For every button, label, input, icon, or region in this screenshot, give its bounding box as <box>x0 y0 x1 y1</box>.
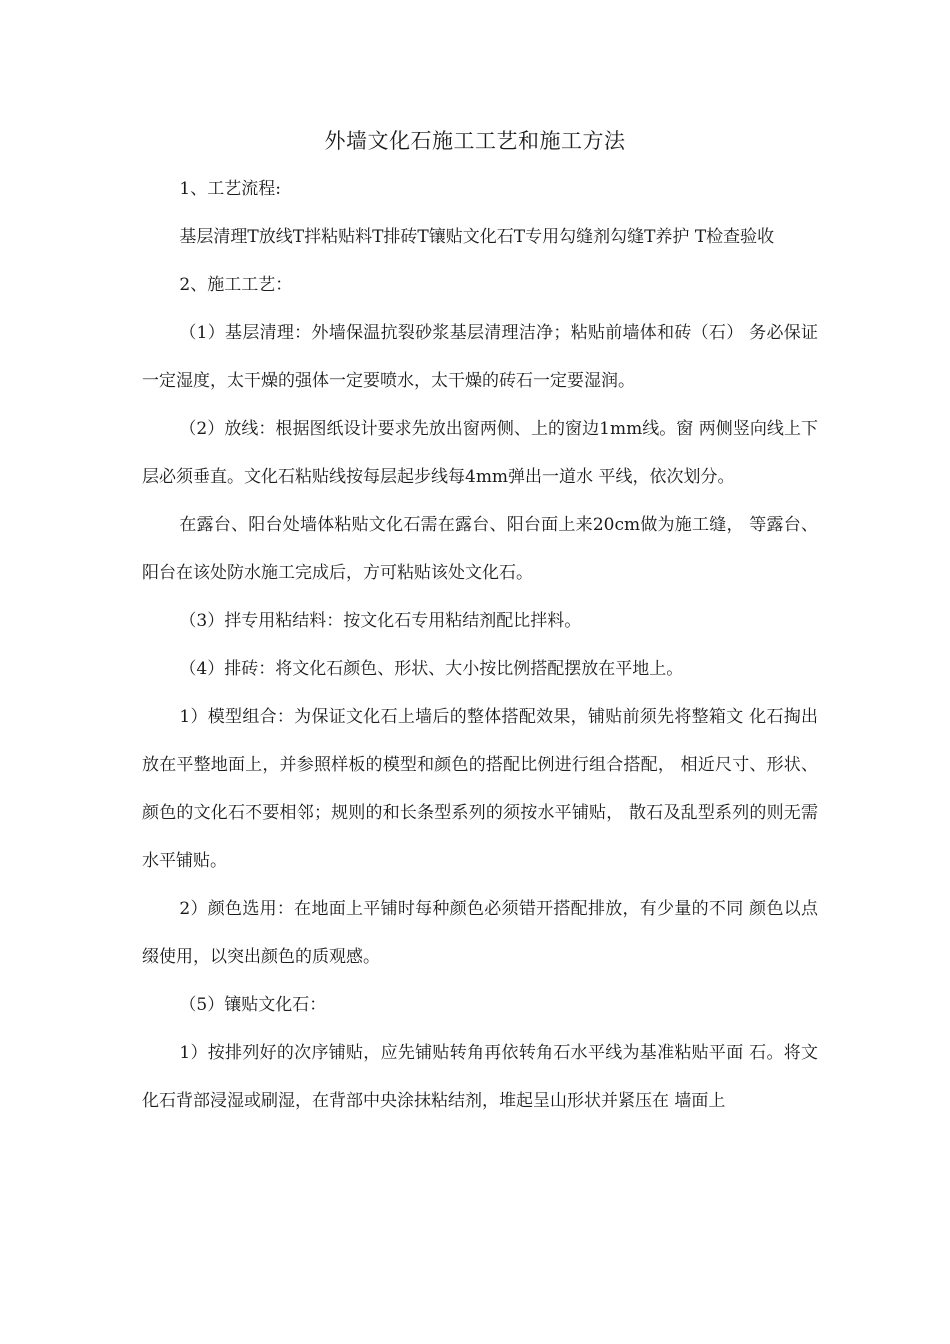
paragraph: 1、工艺流程: <box>179 179 281 199</box>
paragraph: 在露台、阳台处墙体粘贴文化石需在露台、阳台面上来20cm做为施工缝， 等露台、阳台在该处防水施工完成后，方可粘贴该处文化石。 <box>142 515 818 583</box>
paragraph: 基层清理T放线T拌粘贴料T排砖T镶贴文化石T专用勾缝剂勾缝T养护 T检查验收 <box>179 227 775 247</box>
paragraph: （2）放线：根据图纸设计要求先放出窗两侧、上的窗边1mm线。窗 两侧竖向线上下层必须垂直。文化石粘贴线按每层起步线每4mm弹出一道水 平线，依次划分。 <box>142 419 818 487</box>
paragraph: （1）基层清理：外墙保温抗裂砂浆基层清理洁净；粘贴前墙体和砖（石） 务必保证一定湿度，太干燥的强体一定要喷水，太干燥的砖石一定要湿润。 <box>142 323 818 391</box>
document-title: 外墙文化石施工工艺和施工方法 <box>324 129 626 153</box>
paragraph: （4）排砖：将文化石颜色、形状、大小按比例搭配摆放在平地上。 <box>179 659 684 679</box>
paragraph: （5）镶贴文化石： <box>179 995 327 1015</box>
paragraph: 1）按排列好的次序铺贴，应先铺贴转角再依转角石水平线为基准粘贴平面 石。将文化石背部浸湿或刷湿，在背部中央涂抹粘结剂，堆起呈山形状并紧压在 墙面上 <box>142 1043 818 1111</box>
paragraph: 2、施工工艺： <box>179 275 293 295</box>
paragraph: （3）拌专用粘结料：按文化石专用粘结剂配比拌料。 <box>179 611 582 631</box>
paragraph: 1）模型组合：为保证文化石上墙后的整体搭配效果，铺贴前须先将整箱文 化石掏出放在平整地面上，并参照样板的模型和颜色的搭配比例进行组合搭配， 相近尺寸、形状、颜色的文化石不要相邻；规则的和长条型系列的须按水平铺贴， 散石及乱型系列的则无需水平铺贴。 <box>142 707 818 871</box>
document-body <box>142 165 818 1125</box>
paragraph: 2）颜色选用：在地面上平铺时每种颜色必须错开搭配排放，有少量的不同 颜色以点缀使用，以突出颜色的质观感。 <box>142 899 818 967</box>
